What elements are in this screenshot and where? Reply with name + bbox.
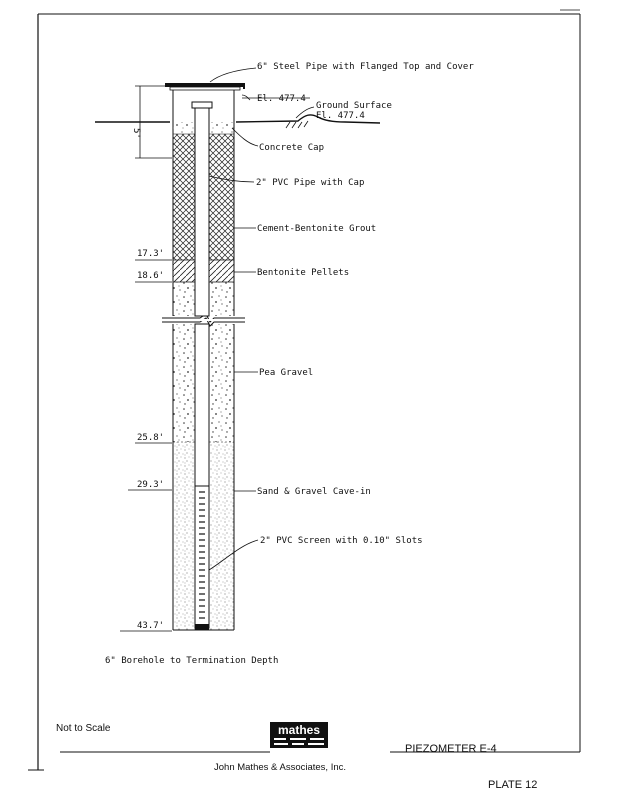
label-el-top: El. 477.4 (257, 94, 306, 104)
label-concrete-cap: Concrete Cap (259, 143, 325, 153)
depth-43-7: 43.7' (137, 621, 165, 631)
label-ground-el: El. 477.4 (316, 111, 365, 121)
company-logo (270, 722, 328, 748)
not-to-scale: Not to Scale (56, 723, 111, 734)
label-screen: 2" PVC Screen with 0.10" Slots (260, 536, 423, 546)
depth-top-label: 5' (131, 128, 141, 139)
plate-number: PLATE 12 (488, 779, 538, 791)
label-pellets: Bentonite Pellets (257, 268, 350, 278)
depth-18-6: 18.6' (137, 271, 165, 281)
logo-text: mathes (277, 723, 321, 737)
depth-29-3: 29.3' (137, 480, 165, 490)
label-grout: Cement-Bentonite Grout (257, 224, 377, 234)
label-cave-in: Sand & Gravel Cave-in (257, 487, 371, 497)
layer-labels (105, 62, 474, 666)
plate-title: PIEZOMETER E-4 (405, 743, 497, 755)
depth-markers (120, 249, 172, 631)
company-name: John Mathes & Associates, Inc. (214, 762, 347, 773)
pvc-pipe (192, 102, 212, 486)
pvc-screen (195, 486, 209, 630)
depth-17-3: 17.3' (137, 249, 165, 259)
label-borehole: 6" Borehole to Termination Depth (105, 656, 279, 666)
label-pvc-pipe: 2" PVC Pipe with Cap (256, 178, 365, 188)
label-ground-surface: Ground Surface (316, 101, 392, 111)
depth-25-8: 25.8' (137, 433, 165, 443)
label-pea-gravel: Pea Gravel (259, 368, 314, 378)
label-steel-pipe: 6" Steel Pipe with Flanged Top and Cover (257, 62, 474, 72)
footer (56, 722, 537, 791)
